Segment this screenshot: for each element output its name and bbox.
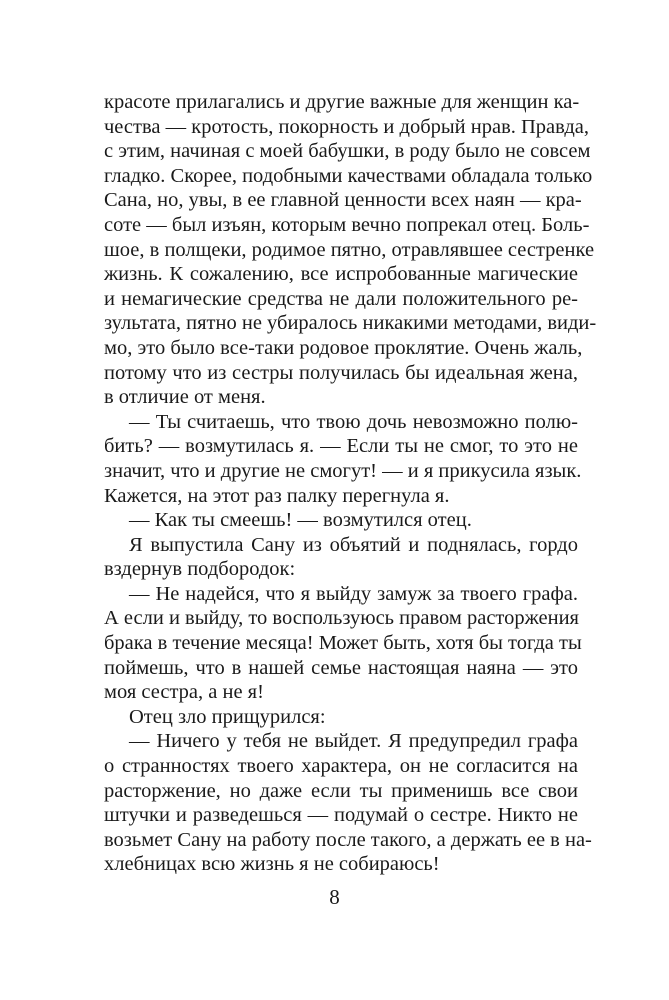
- text-line: Отец зло прищурился:: [129, 705, 326, 728]
- text-line: — Ничего у тебя не выйдет. Я предупредил графа: [129, 730, 578, 753]
- text-line: поймешь, что в нашей семье настоящая наяна — это: [104, 656, 578, 679]
- text-line: Сана, но, увы, в ее главной ценности всех наян — кра-: [104, 189, 582, 212]
- text-line: о странностях твоего характера, он не согласится на: [104, 755, 578, 778]
- text-line: значит, что и другие не смогут! — и я прикусила язык.: [104, 459, 582, 482]
- text-line: гладко. Скорее, подобными качествами обладала только: [104, 164, 593, 187]
- text-line: — Как ты смеешь! — возмутился отец.: [129, 509, 472, 532]
- text-line: хлебницах всю жизнь я не собираюсь!: [104, 853, 440, 876]
- text-line: — Ты считаешь, что твою дочь невозможно полю-: [129, 410, 578, 433]
- text-line: вздернув подбородок:: [104, 558, 296, 581]
- text-line: в отличие от меня.: [104, 386, 266, 409]
- page-number: 8: [329, 885, 340, 909]
- text-line: потому что из сестры получилась бы идеальная жена,: [104, 361, 578, 384]
- text-line: жизнь. К сожалению, все испробованные магические: [104, 263, 578, 286]
- text-line: чества — кротость, покорность и добрый нрав. Правда,: [104, 115, 589, 138]
- text-line: А если и выйду, то воспользуюсь правом расторжения: [104, 607, 579, 630]
- text-line: зультата, пятно не убиралось никакими методами, види-: [104, 312, 597, 335]
- text-line: штучки и разведешься — подумай о сестре. Никто не: [104, 804, 578, 827]
- body-text: [104, 90, 597, 877]
- text-line: и немагические средства не дали положительного ре-: [104, 287, 578, 310]
- text-line: Я выпустила Сану из объятий и поднялась, гордо: [129, 533, 578, 556]
- text-line: шое, в полщеки, родимое пятно, отравлявшее сестренке: [104, 238, 595, 261]
- text-line: бить? — возмутилась я. — Если ты не смог, то это не: [104, 435, 578, 458]
- text-line: возьмет Сану на работу после такого, а держать ее в на-: [104, 828, 592, 851]
- text-line: с этим, начиная с моей бабушки, в роду было не совсем: [104, 140, 591, 163]
- text-line: моя сестра, а не я!: [104, 681, 264, 704]
- text-line: красоте прилагались и другие важные для женщин ка-: [104, 91, 580, 113]
- text-line: соте — был изъян, которым вечно попрекал отец. Боль-: [104, 213, 590, 236]
- text-line: мо, это было все-таки родовое проклятие. Очень жаль,: [104, 336, 583, 359]
- text-line: — Не надейся, что я выйду замуж за твоего графа.: [129, 582, 578, 605]
- text-line: брака в течение месяца! Может быть, хотя бы тогда ты: [104, 632, 582, 655]
- text-line: расторжение, но даже если ты применишь все свои: [104, 779, 578, 802]
- text-line: Кажется, на этот раз палку перегнула я.: [104, 484, 450, 507]
